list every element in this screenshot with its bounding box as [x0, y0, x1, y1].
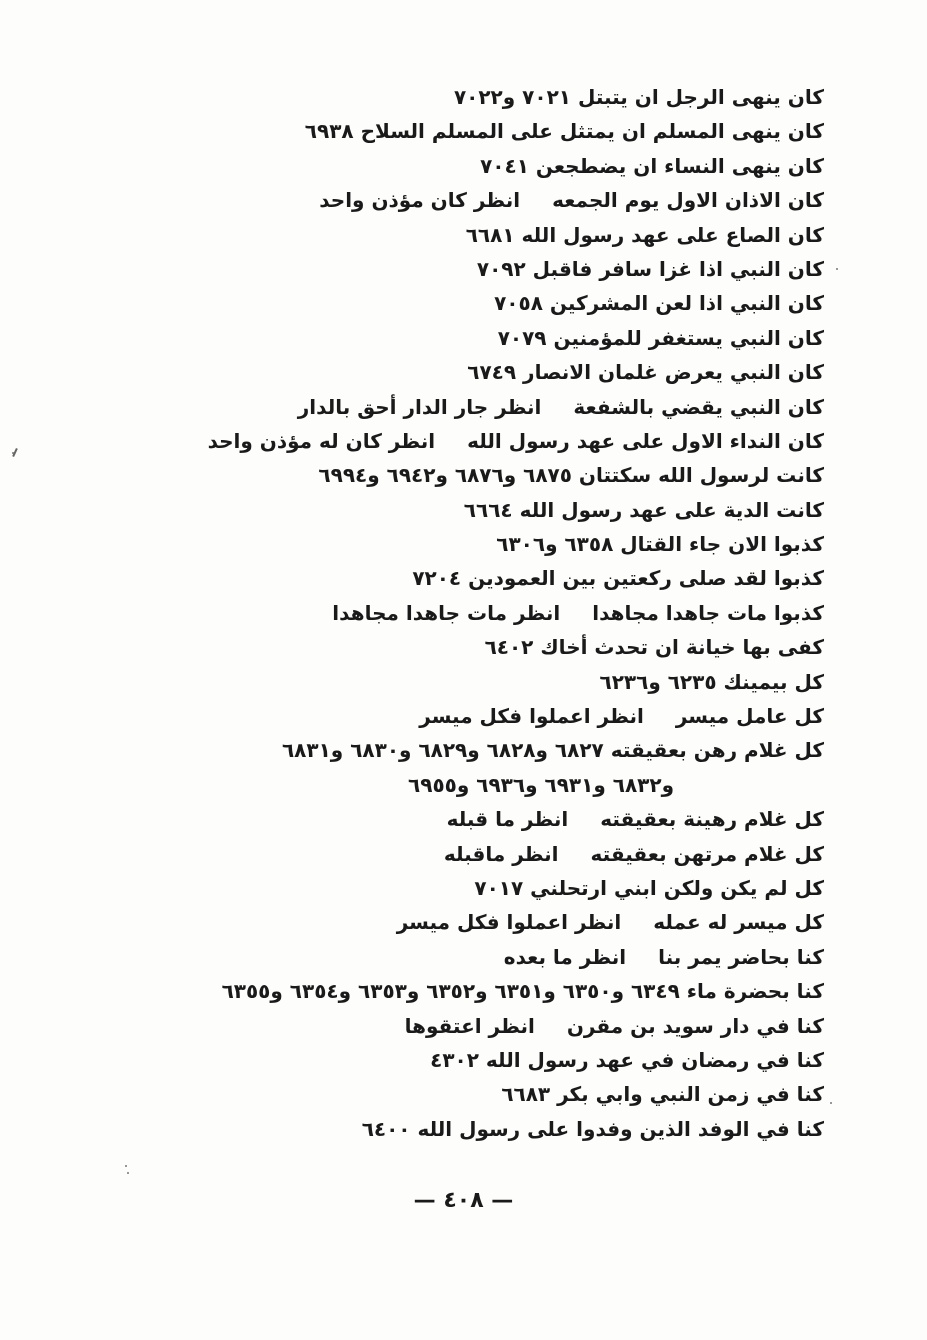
index-entry [124, 1112, 824, 1146]
entry-text: كل بيمينك ٦٢٣٥ و٦٢٣٦ [599, 669, 824, 694]
index-entry [124, 665, 824, 699]
entry-text: كان النبي يقضي بالشفعة [573, 394, 824, 419]
entry-text: كفى بها خيانة ان تحدث أخاك ٦٤٠٢ [484, 635, 824, 660]
entry-text: كان ينهى النساء ان يضطجعن ٧٠٤١ [480, 153, 824, 178]
index-entry [124, 114, 824, 148]
entry-text: كان ينهى المسلم ان يمتثل على المسلم السلاح ٦٩٣٨ [304, 119, 824, 144]
index-entry [124, 630, 824, 664]
index-entry [124, 905, 824, 939]
index-entry [124, 733, 824, 767]
entry-cross-reference: انظر جار الدار أحق بالدار [297, 394, 542, 419]
scan-mark [12, 448, 18, 457]
entry-text: كانت لرسول الله سكتتان ٦٨٧٥ و٦٨٧٦ و٦٩٤٢ و٦٩٩٤ [318, 463, 824, 488]
index-entry [124, 458, 824, 492]
entry-text: كل غلام مرتهن بعقيقته [590, 841, 824, 866]
index-entry [124, 527, 824, 561]
entry-cross-reference: انظر اعتقوها [404, 1013, 535, 1038]
entry-text: كان النبي اذا لعن المشركين ٧٠٥٨ [494, 291, 824, 316]
entry-cross-reference: انظر ماقبله [443, 841, 559, 866]
entry-text: كان النداء الاول على عهد رسول الله [467, 428, 824, 453]
entry-text: كنا في زمن النبي وابي بكر ٦٦٨٣ [501, 1082, 824, 1107]
entry-text: كنا بحاضر يمر بنا [658, 944, 824, 969]
index-entries-list [124, 80, 824, 1146]
index-entry [124, 699, 824, 733]
index-entry [124, 424, 824, 458]
entry-text: كذبوا مات جاهدا مجاهدا [592, 600, 824, 625]
scan-speck [836, 268, 838, 270]
entry-text: كانت الدية على عهد رسول الله ٦٦٦٤ [463, 497, 824, 522]
entry-cross-reference: انظر كان مؤذن واحد [319, 188, 521, 213]
entry-text: كل ميسر له عمله [653, 910, 824, 935]
index-entry [124, 871, 824, 905]
entry-text: كان النبي يستغفر للمؤمنين ٧٠٧٩ [497, 325, 824, 350]
scan-speck [830, 1102, 832, 1104]
entry-text: كذبوا الان جاء القتال ٦٣٥٨ و٦٣٠٦ [496, 532, 824, 557]
page-number: — ٤٠٨ — [413, 1188, 514, 1213]
index-entry [124, 802, 824, 836]
entry-cross-reference: انظر كان له مؤذن واحد [207, 428, 436, 453]
entry-cross-reference: انظر ما بعده [503, 944, 627, 969]
index-entry [124, 596, 824, 630]
entry-cross-reference: انظر اعملوا فكل ميسر [396, 910, 622, 935]
entry-text: كان ينهى الرجل ان يتبتل ٧٠٢١ و٧٠٢٢ [453, 85, 824, 109]
index-entry [124, 561, 824, 595]
index-entry [124, 183, 824, 217]
index-entry [124, 1009, 824, 1043]
entry-text: كنا بحضرة ماء ٦٣٤٩ و٦٣٥٠ و٦٣٥١ و٦٣٥٢ و٦٣٥٣ و٦٣٥٤ و٦٣٥٥ [221, 979, 824, 1004]
index-entry [124, 80, 824, 114]
index-entry [124, 149, 824, 183]
entry-text: كنا في دار سويد بن مقرن [566, 1013, 824, 1038]
index-entry [124, 286, 824, 320]
index-entry [124, 218, 824, 252]
entry-text: كل لم يكن ولكن ابني ارتحلني ٧٠١٧ [474, 875, 824, 900]
index-entry-continuation [124, 768, 824, 802]
entry-text: كل غلام رهينة بعقيقته [600, 807, 824, 832]
entry-text: كنا في الوفد الذين وفدوا على رسول الله ٦٤٠٠ [361, 1116, 824, 1141]
scan-speck [127, 1172, 129, 1174]
index-entry [124, 1077, 824, 1111]
entry-text: كنا في رمضان في عهد رسول الله ٤٣٠٢ [430, 1047, 824, 1072]
index-entry [124, 493, 824, 527]
entry-cross-reference: انظر مات جاهدا مجاهدا [332, 600, 561, 625]
scan-speck [125, 1165, 127, 1167]
entry-text: كان الاذان الاول يوم الجمعه [552, 188, 824, 213]
index-entry [124, 837, 824, 871]
entry-text: كان النبي يعرض غلمان الانصار ٦٧٤٩ [467, 360, 824, 385]
index-entry [124, 252, 824, 286]
entry-text: كان النبي اذا غزا سافر فاقبل ٧٠٩٢ [476, 256, 824, 281]
entry-text: كل غلام رهن بعقيقته ٦٨٢٧ و٦٨٢٨ و٦٨٢٩ و٦٨٣٠ و٦٨٣١ [281, 738, 824, 763]
entry-text: كذبوا لقد صلى ركعتين بين العمودين ٧٢٠٤ [412, 566, 824, 591]
index-entry [124, 974, 824, 1008]
index-entry [124, 321, 824, 355]
entry-cross-reference: انظر اعملوا فكل ميسر [419, 704, 644, 729]
index-entry [124, 1043, 824, 1077]
entry-text: كان الصاع على عهد رسول الله ٦٦٨١ [465, 222, 824, 247]
index-entry [124, 940, 824, 974]
entry-cross-reference: انظر ما قبله [446, 807, 569, 832]
index-entry [124, 390, 824, 424]
entry-text: و٦٨٣٢ و٦٩٣١ و٦٩٣٦ و٦٩٥٥ [408, 772, 674, 797]
index-entry [124, 355, 824, 389]
entry-text: كل عامل ميسر [675, 704, 824, 729]
